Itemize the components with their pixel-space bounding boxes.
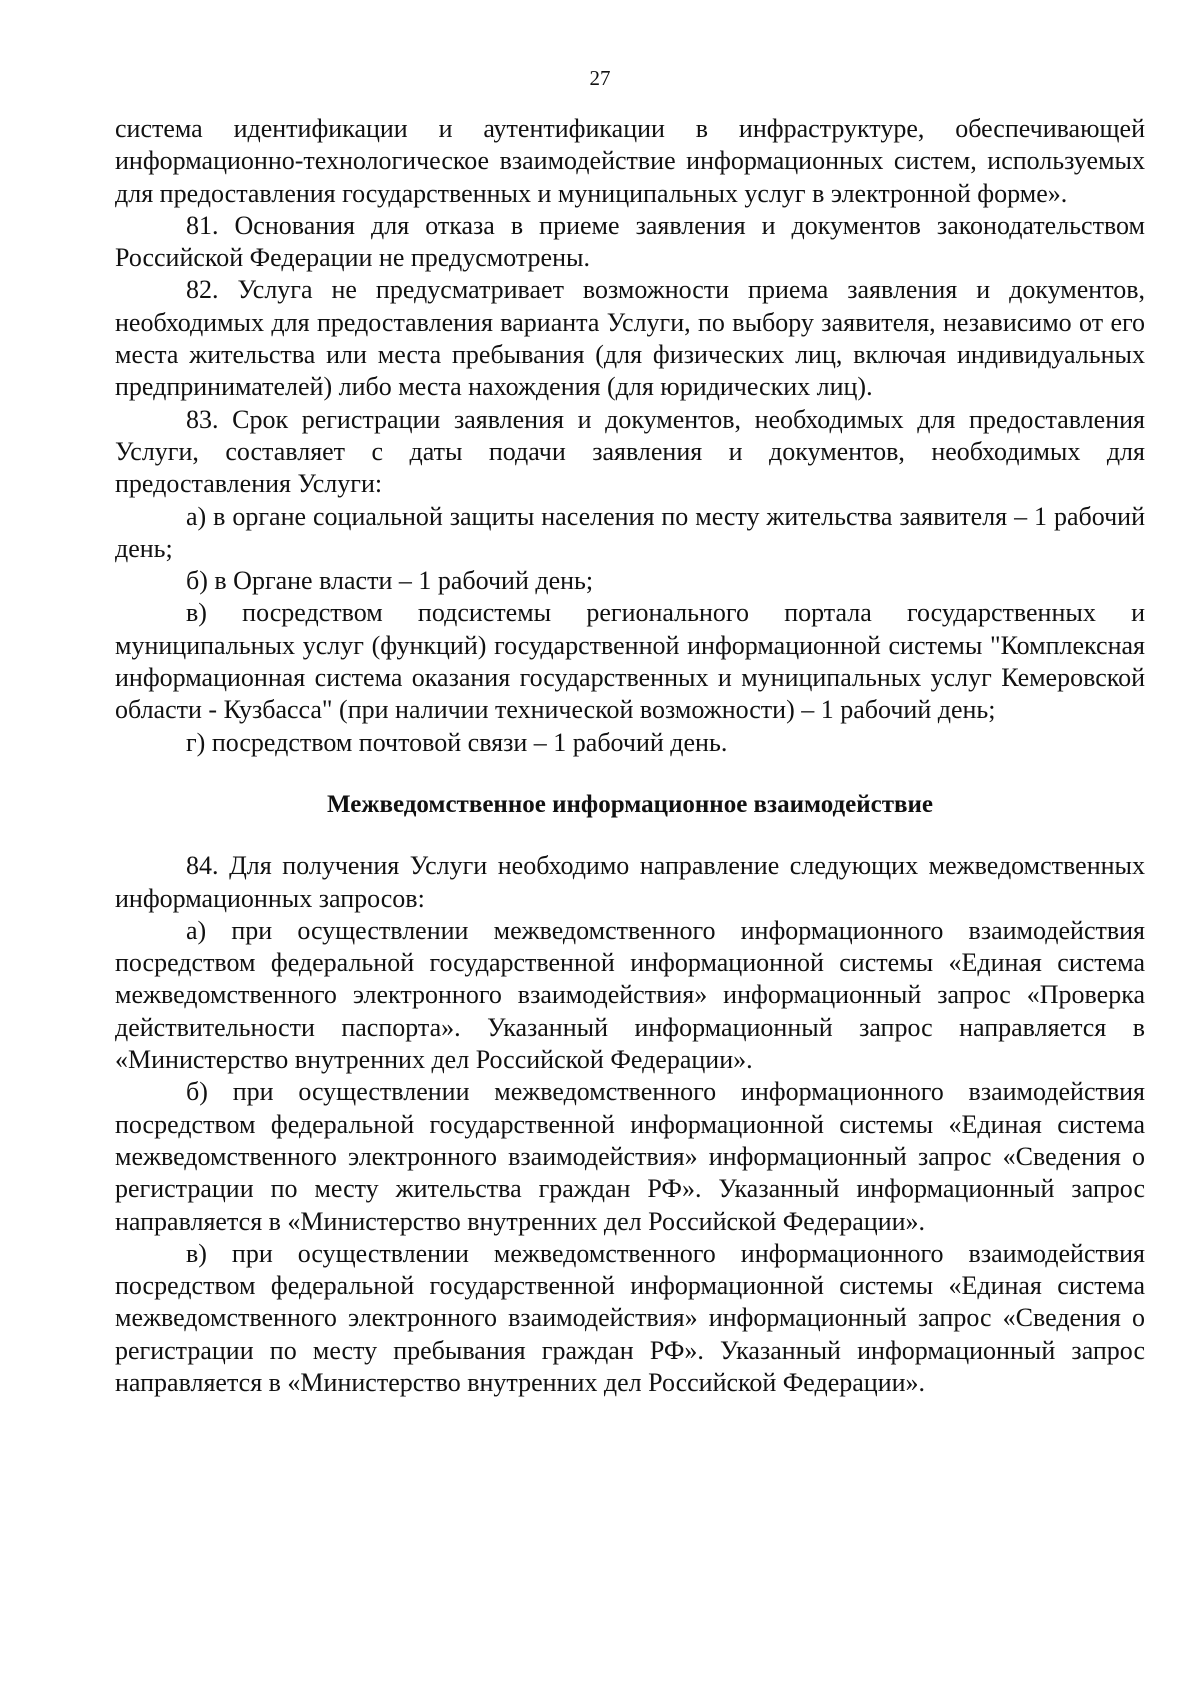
- paragraph-83-b: б) в Органе власти – 1 рабочий день;: [186, 566, 594, 596]
- paragraph-84-b: б) при осуществлении межведомственного информационного взаимодействия посредством федеральной государственной информационной системы «Единая система межведомственного электронного взаимодействия» информационный запрос «Сведения о регистрации по месту жительства граждан РФ». Указанный информационный запрос направляется в «Министерство внутренних дел Российской Федерации».: [115, 1077, 1145, 1236]
- paragraph-81: 81. Основания для отказа в приеме заявления и документов законодательством Российской Федерации не предусмотрены.: [115, 210, 1145, 273]
- paragraph-84-c: в) при осуществлении межведомственного информационного взаимодействия посредством федеральной государственной информационной системы «Единая система межведомственного электронного взаимодействия» информационный запрос «Сведения о регистрации по месту пребывания граждан РФ». Указанный информационный запрос направляется в «Министерство внутренних дел Российской Федерации».: [115, 1238, 1145, 1397]
- document-body: [115, 113, 1145, 1399]
- paragraph-intro-continuation: система идентификации и аутентификации в инфраструктуре, обеспечивающей информационно-технологическое взаимодействие информационных систем, используемых для предоставления государственных и муниципальных услуг в электронной форме».: [115, 114, 1145, 208]
- paragraph-83: 83. Срок регистрации заявления и документов, необходимых для предоставления Услуги, составляет с даты подачи заявления и документов, необходимых для предоставления Услуги:: [115, 404, 1145, 499]
- paragraph-83-a: а) в органе социальной защиты населения по месту жительства заявителя – 1 рабочий день;: [115, 501, 1145, 563]
- paragraph-83-d: г) посредством почтовой связи – 1 рабочий день.: [186, 727, 728, 757]
- section-heading: Межведомственное информационное взаимодействие: [327, 790, 933, 818]
- page-number: 27: [589, 66, 611, 90]
- paragraph-83-c: в) посредством подсистемы регионального портала государственных и муниципальных услуг (функций) государственной информационной системы "Комплексная информационная система оказания государственных и муниципальных услуг Кемеровской области - Кузбасса" (при наличии технической возможности) – 1 рабочий день;: [115, 598, 1145, 725]
- paragraph-82: 82. Услуга не предусматривает возможности приема заявления и документов, необходимых для предоставления варианта Услуги, по выбору заявителя, независимо от его места жительства или места пребывания (для физических лиц, включая индивидуальных предпринимателей) либо места нахождения (для юридических лиц).: [115, 275, 1145, 402]
- paragraph-84-a: а) при осуществлении межведомственного информационного взаимодействия посредством федеральной государственной информационной системы «Единая система межведомственного электронного взаимодействия» информационный запрос «Проверка действительности паспорта». Указанный информационный запрос направляется в «Министерство внутренних дел Российской Федерации».: [115, 915, 1145, 1075]
- paragraph-84: 84. Для получения Услуги необходимо направление следующих межведомственных информационных запросов:: [115, 851, 1145, 913]
